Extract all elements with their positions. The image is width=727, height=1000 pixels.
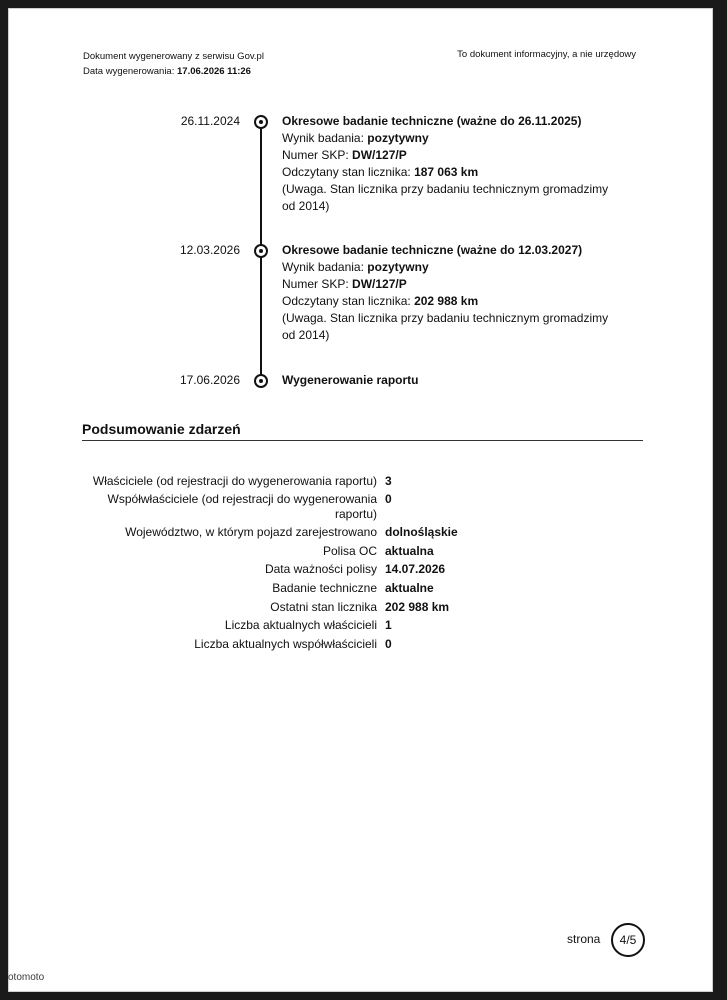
skp-value: DW/127/P <box>352 148 407 162</box>
generated-date-label: Data wygenerowania: <box>83 66 175 77</box>
odometer-line <box>282 293 622 310</box>
odometer-value: 187 063 km <box>414 165 479 179</box>
odometer-label: Odczytany stan licznika: <box>282 294 411 308</box>
summary-value: 3 <box>385 474 392 488</box>
timeline-date: 17.06.2026 <box>179 373 240 387</box>
watermark-logo: otomoto <box>8 972 45 983</box>
timeline-dot-icon <box>254 244 268 258</box>
summary-label: Województwo, w którym pojazd zarejestrowano <box>125 525 377 539</box>
summary-label: Badanie techniczne <box>272 581 377 595</box>
summary-label: Współwłaściciele (od rejestracji do wygenerowania raportu) <box>107 492 377 521</box>
odometer-label: Odczytany stan licznika: <box>282 165 411 179</box>
skp-label: Numer SKP: <box>282 277 349 291</box>
summary-value: aktualna <box>385 544 434 558</box>
timeline-date: 26.11.2024 <box>180 114 240 128</box>
timeline-date: 12.03.2026 <box>179 243 240 257</box>
summary-label: Liczba aktualnych współwłaścicieli <box>194 637 377 651</box>
summary-label: Data ważności polisy <box>264 562 377 576</box>
odometer-value: 202 988 km <box>414 294 479 308</box>
timeline-dot-icon <box>254 115 268 129</box>
skp-value: DW/127/P <box>352 277 407 291</box>
odometer-line <box>282 164 622 181</box>
page-label: strona <box>567 932 601 946</box>
document-page <box>8 8 713 992</box>
odometer-note: (Uwaga. Stan licznika przy badaniu technicznym gromadzimy od 2014) <box>282 182 609 213</box>
summary-value: 1 <box>385 618 392 632</box>
summary-value: 202 988 km <box>385 600 450 614</box>
summary-value: dolnośląskie <box>385 525 458 539</box>
generated-date-value: 17.06.2026 11:26 <box>177 66 251 77</box>
header-generated-info <box>83 49 264 79</box>
timeline-dot-icon <box>254 374 268 388</box>
page-number-badge: 4/5 <box>611 923 645 957</box>
summary-label: Liczba aktualnych właścicieli <box>224 618 377 632</box>
skp-label: Numer SKP: <box>282 148 349 162</box>
result-label: Wynik badania: <box>282 260 364 274</box>
summary-value: 0 <box>385 637 392 651</box>
timeline-content <box>282 242 622 344</box>
result-line <box>282 259 622 276</box>
generated-by-text: Dokument wygenerowany z serwisu Gov.pl <box>83 51 264 62</box>
generated-date <box>83 64 264 79</box>
summary-value: 0 <box>385 492 392 506</box>
summary-label: Właściciele (od rejestracji do wygenerowania raportu) <box>92 474 377 488</box>
skp-line <box>282 276 622 293</box>
summary-label: Ostatni stan licznika <box>270 600 377 614</box>
odometer-note: (Uwaga. Stan licznika przy badaniu technicznym gromadzimy od 2014) <box>282 311 609 342</box>
skp-line <box>282 147 622 164</box>
summary-title: Podsumowanie zdarzeń <box>82 421 643 441</box>
result-line <box>282 130 622 147</box>
document-disclaimer: To dokument informacyjny, a nie urzędowy <box>457 49 636 60</box>
summary-value: aktualne <box>385 581 434 595</box>
result-label: Wynik badania: <box>282 131 364 145</box>
event-title: Okresowe badanie techniczne (ważne do 26.11.2025) <box>282 114 582 128</box>
result-value: pozytywny <box>367 131 429 145</box>
event-title: Wygenerowanie raportu <box>282 373 419 387</box>
timeline-content <box>282 372 622 389</box>
timeline-content <box>282 113 622 215</box>
result-value: pozytywny <box>367 260 429 274</box>
summary-label: Polisa OC <box>322 544 377 558</box>
event-title: Okresowe badanie techniczne (ważne do 12.03.2027) <box>282 243 583 257</box>
summary-value: 14.07.2026 <box>385 562 446 576</box>
